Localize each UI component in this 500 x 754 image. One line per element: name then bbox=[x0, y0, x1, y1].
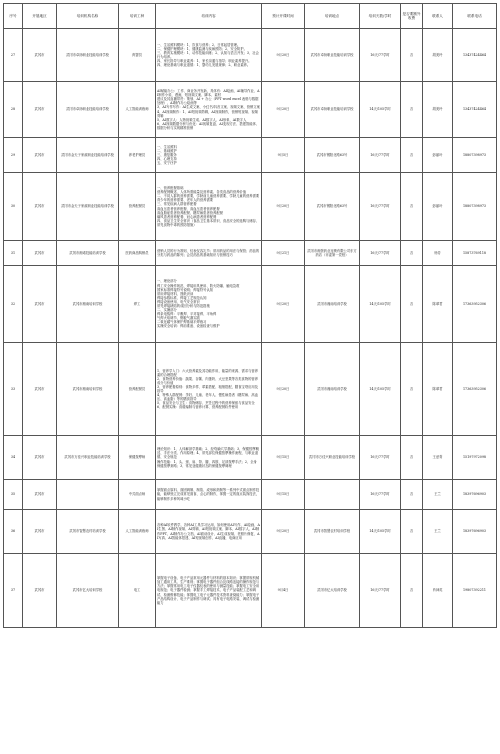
row-fee: 否 bbox=[401, 241, 423, 266]
row-phone: 17363952306 bbox=[453, 266, 497, 343]
row-place: 武冈市湘资药业连锁有限公司东方药店（市委第一党校） bbox=[305, 241, 360, 266]
row-org: 武冈市金天子家政职业技能培训学校 bbox=[57, 138, 119, 173]
header-date: 预计开课时间 bbox=[262, 4, 305, 29]
row-content bbox=[156, 436, 262, 480]
row-content bbox=[156, 266, 262, 343]
row-fee: 否 bbox=[401, 343, 423, 436]
content-line: 4、AI视频制作：1、AI短视频剪辑，AI视频制作，营销短视频、视频剪辑 bbox=[157, 109, 258, 118]
content-line: 一、生活照料模块：1、饮食与营养；2、日常起居管理。 bbox=[157, 42, 241, 47]
row-fee: 否 bbox=[401, 173, 423, 241]
training-schedule-table bbox=[3, 3, 497, 628]
content-line: 5、食品安全与卫生：食物储存、烹饪过程中的营养保留与食品安全 bbox=[157, 401, 255, 406]
content-line: 焊工安全操作规范、焊接用具使用、防火防爆、触电急救 bbox=[157, 283, 240, 288]
header-trade: 培训工种 bbox=[119, 4, 156, 29]
row-contact: 胡美玲 bbox=[423, 82, 453, 138]
row-days: 14天/105学时 bbox=[360, 343, 401, 436]
row-fee: 否 bbox=[401, 480, 423, 510]
content-line: AI赋能办公：工作、商业务开发新，具体有：AI绘画、AI辅导作业、AI制作小说、漫画，短视频文案、脚本、素材 bbox=[157, 89, 260, 98]
row-trade: 育婴员 bbox=[119, 29, 156, 82]
row-days: 14天/105学时 bbox=[360, 82, 401, 138]
content-line: 营销人员的行为准则、仪表仪容礼节；常用药品的用法与保管；药品的分类与药品的陈列；会员药品的基础知识与营销技巧 bbox=[157, 248, 260, 257]
row-phone: 18397696903 bbox=[453, 510, 497, 554]
row-content bbox=[156, 241, 262, 266]
content-line: 3、营养配餐原则：食物多样、荤素搭配、粗细搭配，膳食宝塔应用及指导 bbox=[157, 384, 259, 393]
row-place: 武冈市湘南培训学校 bbox=[305, 266, 360, 343]
content-line: 掌握电子设备、电子产品常用元器件与材料的基本知识；掌握常规机械加工通用工具、生产准则；掌握电子器件组合及线路连接的操作规范与方法；掌握常用电工电子仪器仪表的使用与测量技能；掌握电工安全用电规范；电子器件检测；掌握手工焊接技术，电子产品装配工艺和调试、检测维修技能；掌握电工电子元器件技术资料查阅能力；掌握电子产品结构设计、电子产品制作与调试；具有电子电路安装、调试与检测能力 bbox=[157, 576, 260, 605]
row-number: 34 bbox=[4, 436, 23, 480]
header-row bbox=[4, 4, 497, 29]
row-trade: 人工智能训练师 bbox=[119, 82, 156, 138]
table-row bbox=[4, 29, 497, 82]
content-line: 一、营养配餐基础 bbox=[157, 186, 184, 191]
content-line: 四、理论基础与职业道德：1、婴幼儿发展规律；2、职业素养。 bbox=[157, 63, 251, 68]
row-days: 16天/77学时 bbox=[360, 241, 401, 266]
content-line: 二、不同人群的营养需要，学龄前儿童营养需要、学龄儿童的营养需要 bbox=[157, 194, 260, 199]
table-row bbox=[4, 138, 497, 173]
row-region: 武冈市 bbox=[23, 138, 57, 173]
row-number: 36 bbox=[4, 510, 23, 554]
row-number: 28 bbox=[4, 82, 23, 138]
row-days: 16天/77学时 bbox=[360, 138, 401, 173]
row-date: 9月21日 bbox=[262, 241, 305, 266]
row-number: 32 bbox=[4, 266, 23, 343]
row-place: 武冈市智慧农村培训学校 bbox=[305, 510, 360, 554]
row-content bbox=[156, 554, 262, 628]
table-row bbox=[4, 343, 497, 436]
row-date: 9月15日 bbox=[262, 480, 305, 510]
table-row bbox=[4, 436, 497, 480]
header-contact: 联系人 bbox=[423, 4, 453, 29]
row-number: 31 bbox=[4, 241, 23, 266]
row-fee: 否 bbox=[401, 82, 423, 138]
content-line: 焊条电弧焊：平敷焊、平对接焊、平角焊 bbox=[157, 312, 217, 317]
row-date: 9月4日 bbox=[262, 554, 305, 628]
row-date: 9月5日 bbox=[262, 138, 305, 173]
row-content bbox=[156, 138, 262, 173]
row-contact: 肖神英 bbox=[423, 554, 453, 628]
row-date: 9月20日 bbox=[262, 173, 305, 241]
content-line: 四、食品卫生安全常识（食品卫生基本常识、食品安全的选购与储存、常见食物中毒的预防措施） bbox=[157, 218, 260, 227]
row-region: 武冈市 bbox=[23, 510, 57, 554]
row-trade: 电工 bbox=[119, 554, 156, 628]
row-region: 武冈市 bbox=[23, 436, 57, 480]
row-number: 35 bbox=[4, 480, 23, 510]
content-line: 四、心理支持 bbox=[157, 157, 177, 162]
row-contact: 彭丽叶 bbox=[423, 173, 453, 241]
row-contact: 王爱青 bbox=[423, 436, 453, 480]
content-line: 6、配餐实操：食谱编制与营养计算、营养配餐软件使用 bbox=[157, 405, 239, 410]
row-place: 武冈市万佳兴职业技能培训学校 bbox=[305, 436, 360, 480]
row-fee: 否 bbox=[401, 266, 423, 343]
table-row bbox=[4, 173, 497, 241]
content-line: 二、基础照护 bbox=[157, 148, 177, 153]
content-line: 四、家长指导与职业素养：1、家长沟通与指导；职业素养提升。 bbox=[157, 59, 252, 64]
row-number: 37 bbox=[4, 554, 23, 628]
row-contact: 陈翠君 bbox=[423, 266, 453, 343]
row-trade: 医药商品购销员 bbox=[119, 241, 156, 266]
row-region: 武冈市 bbox=[23, 173, 57, 241]
content-line: 高血压患者营养配餐、高血压患者营养配餐 bbox=[157, 206, 220, 211]
row-phone: 13437424464 bbox=[453, 82, 497, 138]
row-content bbox=[156, 82, 262, 138]
row-phone: 18807398973 bbox=[453, 173, 497, 241]
row-org: 武冈市湘诺技能培训学校 bbox=[57, 241, 119, 266]
row-phone: 17363952306 bbox=[453, 343, 497, 436]
row-days: 16天/77学时 bbox=[360, 29, 401, 82]
row-contact: 胡美玲 bbox=[423, 29, 453, 82]
content-line: 常见焊接缺陷的成因分析与防范措施 bbox=[157, 304, 210, 308]
row-date: 9月20日 bbox=[262, 510, 305, 554]
table-row bbox=[4, 554, 497, 628]
content-line: 营养配餐概述、人体所需能量及营养素、各类食品的营养价值 bbox=[157, 190, 247, 195]
row-number: 29 bbox=[4, 138, 23, 173]
row-number: 33 bbox=[4, 343, 23, 436]
content-line: 国家标准焊接符号说明；焊接符号认知 bbox=[157, 287, 214, 292]
row-phone: 15873769118 bbox=[453, 241, 497, 266]
table-row bbox=[4, 480, 497, 510]
row-days: 16天/77学时 bbox=[360, 436, 401, 480]
row-days: 14天/105学时 bbox=[360, 510, 401, 554]
header-place: 培训地点 bbox=[305, 4, 360, 29]
content-line: 2、食物营养价值：蔬果、谷薯、肉蛋奶、大豆坚果等各类食物的营养成分与价值 bbox=[157, 376, 259, 385]
table-row bbox=[4, 241, 497, 266]
row-date: 9月20日 bbox=[262, 266, 305, 343]
row-place: 武冈市湘南培训学校 bbox=[305, 343, 360, 436]
row-fee: 否 bbox=[401, 29, 423, 82]
row-region: 武冈市 bbox=[23, 343, 57, 436]
row-org: 武冈市湘南培训学校 bbox=[57, 266, 119, 343]
row-phone: 13437424464 bbox=[453, 29, 497, 82]
row-org: 武冈市智慧农村培训学校 bbox=[57, 510, 119, 554]
content-line: 1、营养学入门：六大营养素及其功能作用，能量的来源、需求与营养素的合理搭配 bbox=[157, 368, 259, 377]
row-org: 武冈市湘南培训学校 bbox=[57, 343, 119, 436]
row-phone: 15197972098 bbox=[453, 436, 497, 480]
row-place: 武冈市钢阳北路63号 bbox=[305, 138, 360, 173]
content-line: 五、安宁疗护 bbox=[157, 161, 177, 166]
row-region: 武冈市 bbox=[23, 266, 57, 343]
row-org: 武冈市金天子家政职业技能培训学校 bbox=[57, 173, 119, 241]
row-region: 武冈市 bbox=[23, 480, 57, 510]
row-fee: 否 bbox=[401, 510, 423, 554]
row-org: 武冈市卓扬职业技能培训学校 bbox=[57, 29, 119, 82]
row-content bbox=[156, 343, 262, 436]
content-line: 高血脂症患者营养配餐、糖尿病患者营养配餐 bbox=[157, 210, 223, 215]
content-line: 焊接设备使用、电气安全常识 bbox=[157, 299, 200, 304]
content-line: 实操安全培训：焊前准备、设备检查与维护 bbox=[157, 324, 220, 329]
content-line: 三、常见疾病人群营养配餐 bbox=[157, 202, 197, 207]
row-trade: 中式面点师 bbox=[119, 480, 156, 510]
row-contact: 彭丽叶 bbox=[423, 138, 453, 173]
row-content bbox=[156, 173, 262, 241]
row-region: 武冈市 bbox=[23, 29, 57, 82]
row-date: 9月20日 bbox=[262, 82, 305, 138]
content-line: 4、特殊人群配餐：孕妇、儿童、老年人、慢性病患者（糖尿病、高血压、高血脂）等的膳食指导 bbox=[157, 393, 259, 402]
row-days: 14天/105学时 bbox=[360, 266, 401, 343]
row-content bbox=[156, 29, 262, 82]
header-region: 开展地区 bbox=[23, 4, 57, 29]
content-line: 二、保健护理模块：1、健康监测与疾病预防；2、安全防护。 bbox=[157, 46, 247, 51]
row-days: 16天/77学时 bbox=[360, 173, 401, 241]
content-line: 三、康复服务 bbox=[157, 152, 177, 157]
header-phone: 联系电话 bbox=[453, 4, 497, 29]
row-contact: 陈翠君 bbox=[423, 343, 453, 436]
row-fee: 否 bbox=[401, 436, 423, 480]
content-line: 一、生活照料 bbox=[157, 144, 177, 149]
content-line: 5、AI数字人：人物视频生成、AI数字人、AI形象、AI数字人 bbox=[157, 117, 247, 122]
content-line: 三、教育实施模块：1、动作技能训练；2、认知与语言开发；3、社会行为培养。 bbox=[157, 50, 259, 59]
row-region: 武冈市 bbox=[23, 241, 57, 266]
row-number: 27 bbox=[4, 29, 23, 82]
table-row bbox=[4, 266, 497, 343]
row-trade: 营养配餐员 bbox=[119, 343, 156, 436]
row-place: 武冈市卓扬职业技能培训学校 bbox=[305, 82, 360, 138]
row-region: 武冈市 bbox=[23, 82, 57, 138]
content-line: 二氧化碳气体保护焊基础平焊练习 bbox=[157, 320, 207, 325]
row-date: 9月20日 bbox=[262, 343, 305, 436]
content-line: 常用焊接材料、图纸识读 bbox=[157, 291, 194, 296]
row-org: 武冈市亿大培训学校 bbox=[57, 554, 119, 628]
row-content bbox=[156, 510, 262, 554]
row-contact: 王兰 bbox=[423, 480, 453, 510]
table-body bbox=[4, 29, 497, 628]
content-line: 二、实操部分 bbox=[157, 308, 177, 313]
row-trade: 营养配餐员 bbox=[119, 173, 156, 241]
header-no: 序号 bbox=[4, 4, 23, 29]
content-line: 青少年的营养需要、老年人的营养需要 bbox=[157, 198, 214, 203]
row-trade: 焊工 bbox=[119, 266, 156, 343]
header-content: 培训内容 bbox=[156, 4, 262, 29]
row-place: 武冈市钢阳北路63号 bbox=[305, 173, 360, 241]
content-line: 一、理论部分 bbox=[157, 279, 177, 284]
header-fee: 是否要额外收费 bbox=[401, 4, 423, 29]
row-fee: 否 bbox=[401, 138, 423, 173]
row-date: 9月15日 bbox=[262, 436, 305, 480]
row-region: 武冈市 bbox=[23, 554, 57, 628]
row-contact: 王兰 bbox=[423, 510, 453, 554]
content-line: 气焊火焰调节、钢板气割实践 bbox=[157, 316, 200, 321]
table-row bbox=[4, 82, 497, 138]
row-number: 30 bbox=[4, 173, 23, 241]
header-days: 培训天数/学时 bbox=[360, 4, 401, 29]
row-org: 武冈市万佳兴职业技能培训学校 bbox=[57, 436, 119, 480]
row-trade: 养老护理员 bbox=[119, 138, 156, 173]
content-line: 痛风患者营养配餐、冠心病患者营养配餐 bbox=[157, 214, 217, 219]
row-days: 16天/77学时 bbox=[360, 554, 401, 628]
row-contact: 杨芳 bbox=[423, 241, 453, 266]
content-line: 操作技能：1、头、颈、肩、背、腰、四肢、足部按摩手法；2、全身保健按摩套路；3、常见亚健康状态的保健按摩调理 bbox=[157, 459, 257, 468]
row-place: 武冈市卓扬职业技能培训学校 bbox=[305, 29, 360, 82]
table-row bbox=[4, 510, 497, 554]
row-days: 16天/77学时 bbox=[360, 480, 401, 510]
content-line: 建议及其直播带货：策划、AI + 办公（PPT word excel 表格与数据处理）、AI制作办公绘画等 bbox=[157, 97, 259, 106]
content-line: 焊接参数标准、焊接工艺规范认知 bbox=[157, 295, 207, 300]
content-line: 理论知识：1、人体解剖学基础；2、经络腧穴学基础；3、保健按摩概述、手法分类、作用原理；4、常见部位保健按摩操作流程，与职业道德、安全规范 bbox=[157, 447, 259, 460]
row-org bbox=[57, 480, 119, 510]
content-line: 6、AI视频数据分析与优化：AI视频复盘、AI变现方法、搭建智能体、数据分析与实现精准营销 bbox=[157, 121, 260, 130]
row-place: 武冈市亿大培训学校 bbox=[305, 554, 360, 628]
row-trade: 保健按摩师 bbox=[119, 436, 156, 480]
content-line: 掌握面点原料、面团调制、制馅、成形和熟制等一系列中式面点制作技能，能够独立完成常见面食、点心的制作，掌握一定的面点装饰技法，能够制作多种风味小吃 bbox=[157, 488, 260, 501]
row-phone: 18807398973 bbox=[453, 138, 497, 173]
row-phone: 18397696903 bbox=[453, 480, 497, 510]
row-org: 武冈市卓扬职业技能培训学校 bbox=[57, 82, 119, 138]
content-line: 各种AI软件教学，各种AI工具学习运用，如何使用AI写作、AI绘画、AI生图、AI制作视频、AI剪辑、AI短视频文案、脚本、AI数字人、AI制作PPT、AI制作办公文档、AI面谈设计、AI生成视频、老照片修复、AI写真、AI智能体搭建、AI短视频创作、AI直播，电商应用 bbox=[157, 523, 260, 540]
header-org: 培训机构名称 bbox=[57, 4, 119, 29]
row-phone: 19807392211 bbox=[453, 554, 497, 628]
row-place bbox=[305, 480, 360, 510]
row-trade: 人工智能训练师 bbox=[119, 510, 156, 554]
row-content bbox=[156, 480, 262, 510]
content-line: 3、AI写作写作：AI生成文案、小红书/抖音文案、视频文案、营销文案 bbox=[157, 105, 260, 110]
row-fee: 否 bbox=[401, 554, 423, 628]
row-date: 9月20日 bbox=[262, 29, 305, 82]
